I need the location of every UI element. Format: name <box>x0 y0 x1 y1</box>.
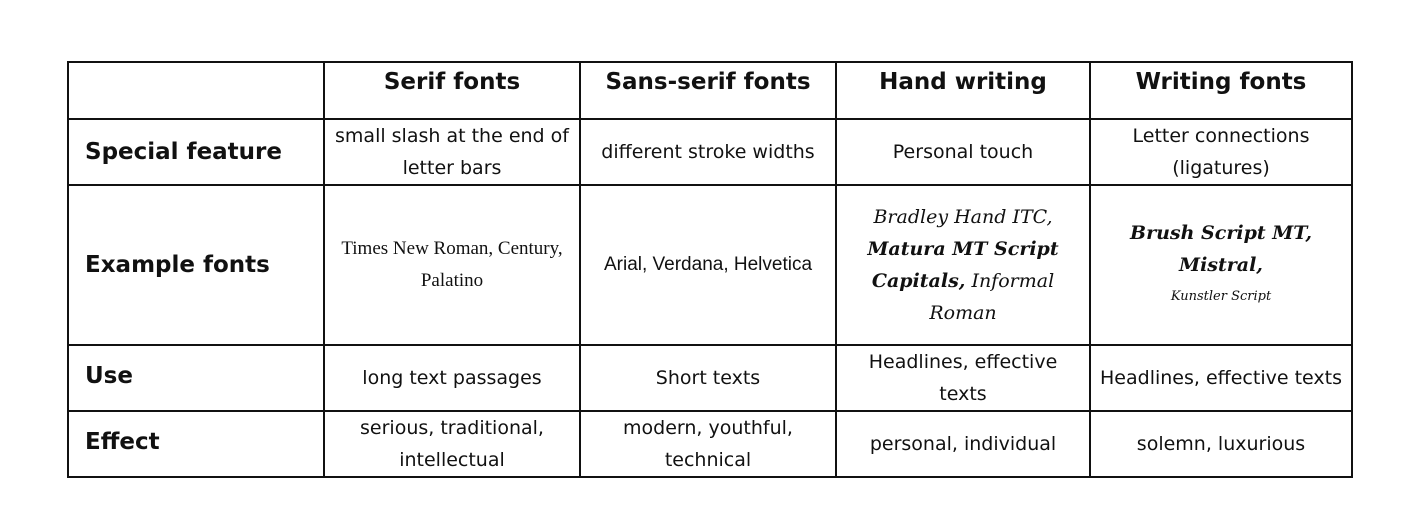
cell-sans-special-feature: different stroke widths <box>580 119 836 185</box>
hand-font-line-3 <box>845 265 1081 297</box>
cell-serif-special-feature: small slash at the end of letter bars <box>324 119 580 185</box>
row-label-special-feature: Special feature <box>68 119 324 185</box>
header-serif-fonts: Serif fonts <box>324 62 580 119</box>
cell-serif-effect: serious, traditional, intellectual <box>324 411 580 477</box>
writing-font-line-2: Kunstler Script <box>1170 289 1272 304</box>
font-comparison-table <box>67 61 1353 478</box>
writing-font-line-1: Brush Script MT, Mistral, <box>1130 222 1312 276</box>
cell-serif-use: long text passages <box>324 345 580 411</box>
hand-font-line-1: Bradley Hand ITC, <box>873 206 1053 228</box>
row-label-effect: Effect <box>68 411 324 477</box>
hand-font-line-3a: Capitals, <box>871 270 966 292</box>
header-empty-cell <box>68 62 324 119</box>
cell-hand-special-feature: Personal touch <box>836 119 1090 185</box>
cell-sans-effect: modern, youthful, technical <box>580 411 836 477</box>
row-label-use: Use <box>68 345 324 411</box>
cell-writing-special-feature: Letter connections (ligatures) <box>1090 119 1352 185</box>
header-row <box>68 62 1352 119</box>
header-writing-fonts: Writing fonts <box>1090 62 1352 119</box>
hand-font-line-3b: Informal <box>971 270 1055 292</box>
row-label-example-fonts: Example fonts <box>68 185 324 345</box>
row-special-feature <box>68 119 1352 185</box>
cell-serif-example-fonts: Times New Roman, Century, Palatino <box>324 185 580 345</box>
cell-writing-example-fonts <box>1090 185 1352 345</box>
cell-hand-example-fonts <box>836 185 1090 345</box>
row-use <box>68 345 1352 411</box>
cell-writing-use: Headlines, effective texts <box>1090 345 1352 411</box>
header-hand-writing: Hand writing <box>836 62 1090 119</box>
cell-sans-example-fonts: Arial, Verdana, Helvetica <box>580 185 836 345</box>
row-effect <box>68 411 1352 477</box>
cell-sans-use: Short texts <box>580 345 836 411</box>
hand-font-line-4: Roman <box>929 302 997 324</box>
header-sans-serif-fonts: Sans-serif fonts <box>580 62 836 119</box>
row-example-fonts <box>68 185 1352 345</box>
cell-hand-effect: personal, individual <box>836 411 1090 477</box>
cell-hand-use: Headlines, effective texts <box>836 345 1090 411</box>
hand-font-line-2: Matura MT Script <box>867 238 1059 260</box>
cell-writing-effect: solemn, luxurious <box>1090 411 1352 477</box>
